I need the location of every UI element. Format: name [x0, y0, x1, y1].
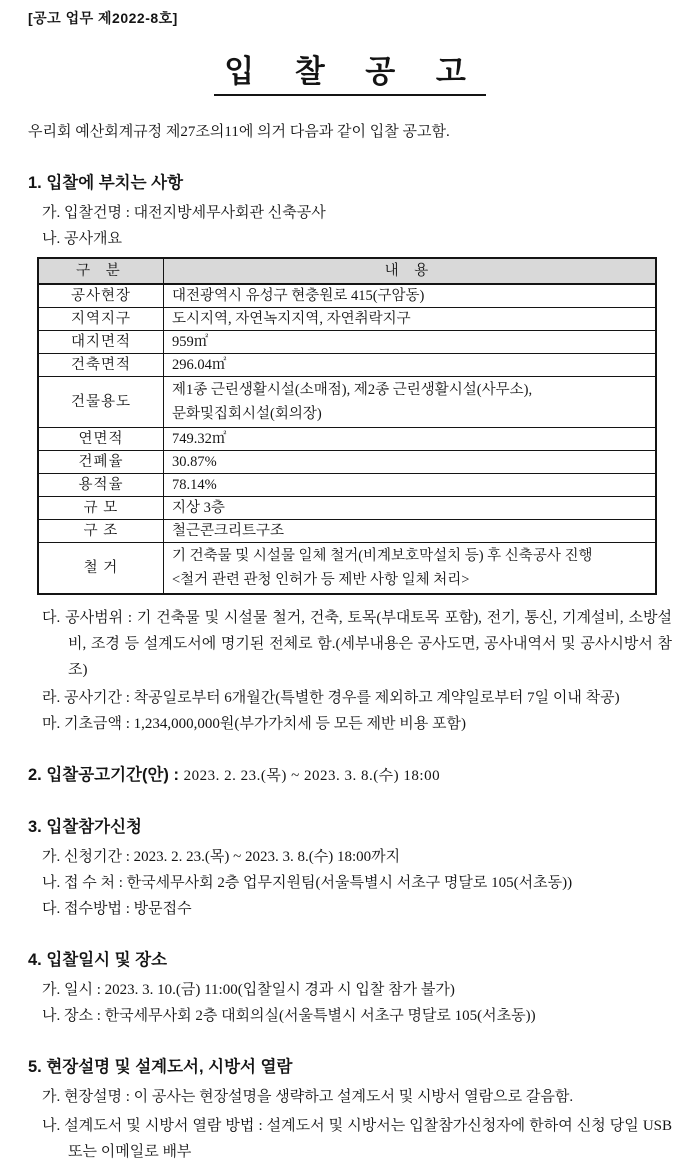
page-title: 입 찰 공 고: [214, 46, 486, 96]
table-row: 대지면적 959㎡: [38, 331, 656, 354]
section4-heading: 4. 입찰일시 및 장소: [28, 951, 168, 969]
table-row: 용적율 78.14%: [38, 474, 656, 497]
intro-text: 우리회 예산회계규정 제27조의11에 의거 다음과 같이 입찰 공고함.: [28, 124, 450, 140]
doc-number: [공고 업무 제2022-8호]: [28, 10, 178, 26]
section1-item-base-amount: 마. 기초금액 : 1,234,000,000원(부가가치세 등 모든 제반 비용 포함): [42, 716, 466, 732]
section2-heading-label: 2. 입찰공고기간(안) :: [28, 766, 179, 784]
section3-item-reception-place: 나. 접 수 처 : 한국세무사회 2층 업무지원팀(서울특별시 서초구 명달로 105(서초동)): [42, 875, 573, 891]
section1-heading: 1. 입찰에 부치는 사항: [28, 174, 184, 192]
table-row: 공사현장 대전광역시 유성구 현충원로 415(구암동): [38, 284, 656, 308]
cell-line: 문화및집회시설(회의장): [172, 406, 322, 422]
table-row: 건폐율 30.87%: [38, 451, 656, 474]
title-wrap: [28, 46, 672, 96]
cell-line: 기 건축물 및 시설물 일체 철거(비계보호막설치 등) 후 신축공사 진행: [172, 548, 593, 564]
table-row: 건축면적 296.04㎡: [38, 354, 656, 377]
cell-line: 제1종 근린생활시설(소매점), 제2종 근린생활시설(사무소),: [172, 382, 533, 398]
section3-item-apply-period: 가. 신청기간 : 2023. 2. 23.(목) ~ 2023. 3. 8.(수) 18:00까지: [42, 849, 401, 865]
table-row: 구 조 철근콘크리트구조: [38, 520, 656, 543]
section5-item-document-viewing: 나. 설계도서 및 시방서 열람 방법 : 설계도서 및 시방서는 입찰참가신청자에 한하여 신청 당일 USB 또는 이메일로 배부: [42, 1118, 672, 1160]
section3-item-reception-method: 다. 접수방법 : 방문접수: [42, 901, 192, 917]
section4-item-datetime: 가. 일시 : 2023. 3. 10.(금) 11:00(입찰일시 경과 시 입찰 참가 불가): [42, 982, 455, 998]
col-header-content: 내 용: [164, 258, 657, 284]
section3-heading: 3. 입찰참가신청: [28, 818, 142, 836]
table-row: 연면적 749.32㎡: [38, 428, 656, 451]
table-row: 건물용도 제1종 근린생활시설(소매점), 제2종 근린생활시설(사무소), 문화및집회시설(회의장): [38, 377, 656, 428]
section5-heading: 5. 현장설명 및 설계도서, 시방서 열람: [28, 1058, 293, 1076]
section4-item-place: 나. 장소 : 한국세무사회 2층 대회의실(서울특별시 서초구 명달로 105(서초동)): [42, 1008, 536, 1024]
section1-item-bid-name: 가. 입찰건명 : 대전지방세무사회관 신축공사: [42, 205, 326, 221]
section2-period-value: 2023. 2. 23.(목) ~ 2023. 3. 8.(수) 18:00: [183, 768, 441, 784]
table-row: 철 거 기 건축물 및 시설물 일체 철거(비계보호막설치 등) 후 신축공사 진행 <철거 관련 관청 인허가 등 제반 사항 일체 처리>: [38, 543, 656, 595]
section2-heading: [28, 764, 672, 787]
section1-item-scope: 다. 공사범위 : 기 건축물 및 시설물 철거, 건축, 토목(부대토목 포함), 전기, 통신, 기계설비, 소방설비, 조경 등 설계도서에 명기된 전체로 함.(세부내용은 공사도면, 공사내역서 및 공사시방서 참조): [42, 610, 672, 678]
cell-line: <철거 관련 관청 인허가 등 제반 사항 일체 처리>: [172, 572, 470, 588]
table-row: 지역지구 도시지역, 자연녹지지역, 자연취락지구: [38, 308, 656, 331]
col-header-category: 구 분: [38, 258, 164, 284]
section1-item-overview: 나. 공사개요: [42, 231, 122, 247]
construction-spec-table: [37, 257, 657, 595]
table-row: 규 모 지상 3층: [38, 497, 656, 520]
section1-item-period: 라. 공사기간 : 착공일로부터 6개월간(특별한 경우를 제외하고 계약일로부터 7일 이내 착공): [42, 690, 620, 706]
section5-item-site-briefing: 가. 현장설명 : 이 공사는 현장설명을 생략하고 설계도서 및 시방서 열람으로 갈음함.: [42, 1089, 574, 1105]
table-header-row: [38, 258, 656, 284]
